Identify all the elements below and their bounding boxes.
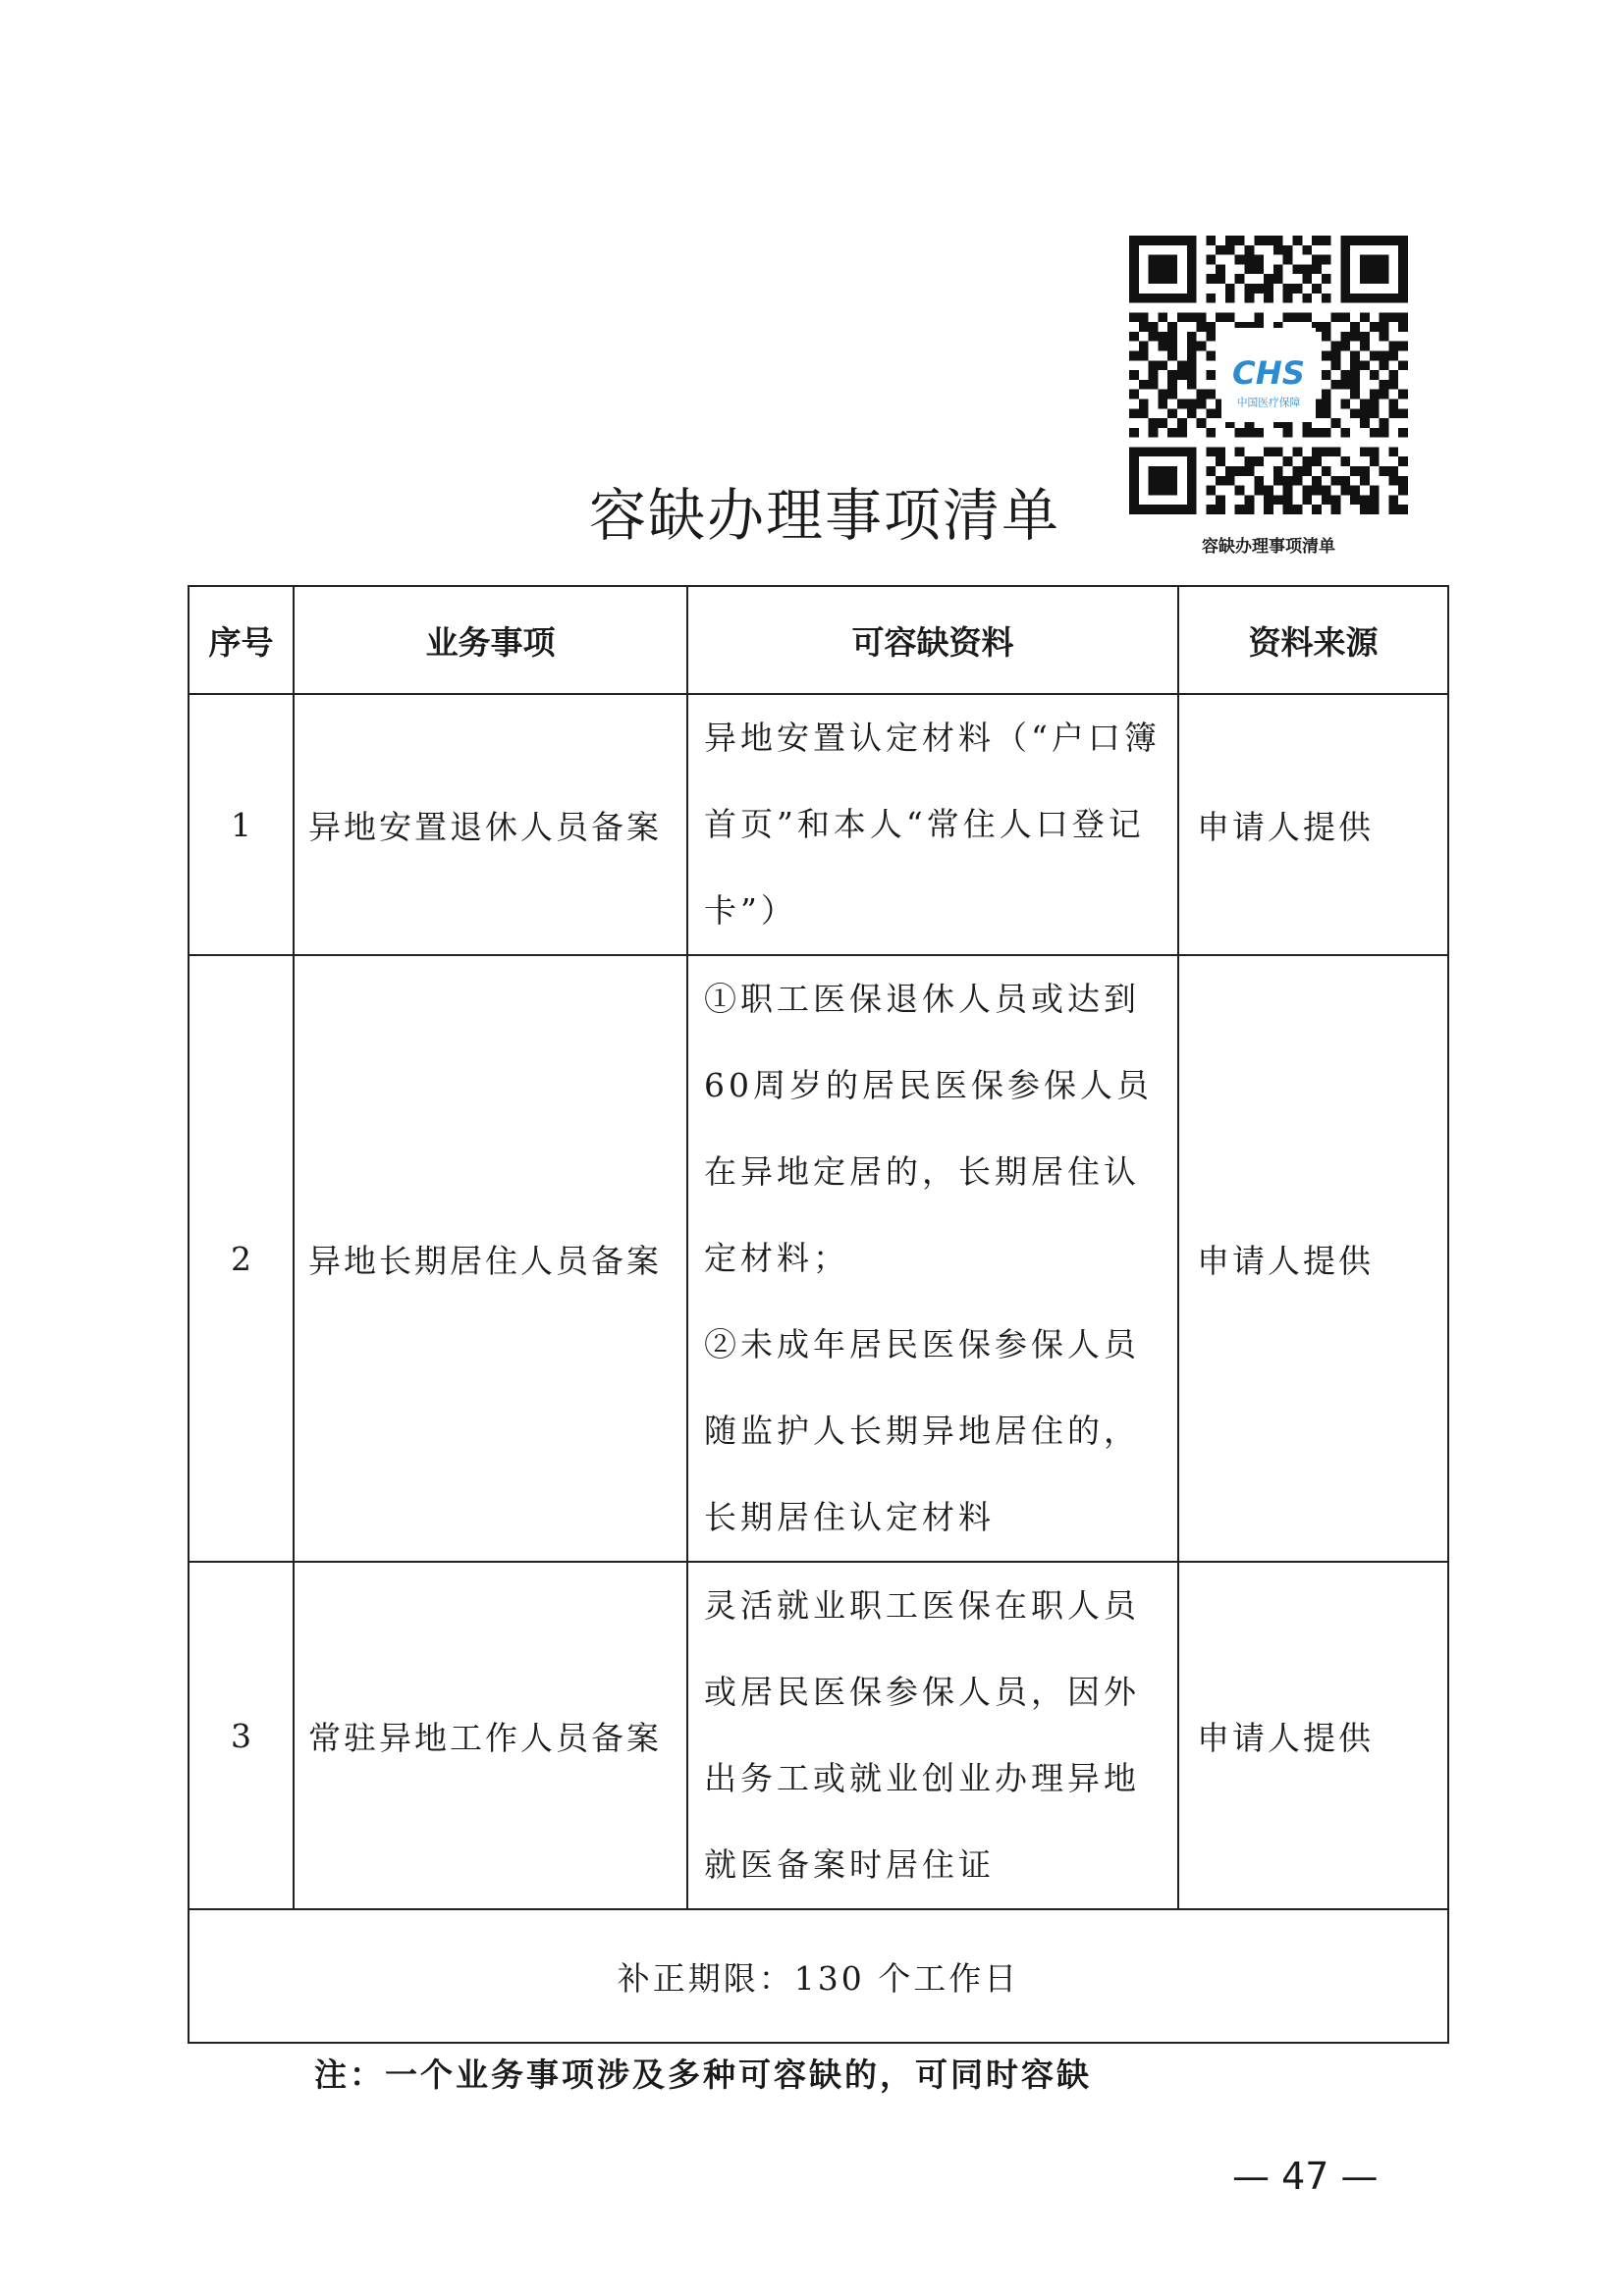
table-row [189,1562,1448,1909]
header-source: 资料来源 [1178,586,1448,694]
logo-subtext: 中国医疗保障 [1236,396,1301,409]
row-materials [687,694,1178,955]
header-materials: 可容缺资料 [687,586,1178,694]
row-source: 申请人提供 [1178,694,1448,955]
items-table [188,585,1449,2044]
row-seq: 3 [189,1562,294,1909]
material-text: 灵活就业职工医保在职人员或居民医保参保人员，因外出务工或就业创业办理异地就医备案时居住证 [704,1586,1140,1884]
table-row [189,955,1448,1562]
header-seq: 序号 [189,586,294,694]
row-materials [687,1562,1178,1909]
row-source: 申请人提供 [1178,1562,1448,1909]
deadline-text: 补正期限：130 个工作日 [189,1909,1448,2043]
qr-caption: 容缺办理事项清单 [1202,537,1335,557]
material-text: ②未成年居民医保参保人员随监护人长期异地居住的，长期居住认定材料 [704,1325,1140,1536]
row-item: 常驻异地工作人员备案 [294,1562,687,1909]
page-number: — 47 — [1232,2155,1379,2198]
row-source: 申请人提供 [1178,955,1448,1562]
material-text: ①职工医保退休人员或达到60周岁的居民医保参保人员在异地定居的，长期居住认定材料； [704,980,1153,1277]
row-seq: 1 [189,694,294,955]
page-title: 容缺办理事项清单 [589,482,1061,549]
footnote: 注：一个业务事项涉及多种可容缺的，可同时容缺 [314,2056,1092,2094]
row-item: 异地长期居住人员备案 [294,955,687,1562]
qr-code-block [1129,236,1408,557]
logo-text: CHS [1232,353,1305,392]
row-item: 异地安置退休人员备案 [294,694,687,955]
material-text: 异地安置认定材料（“户口簿首页”和本人“常住人口登记卡”） [704,719,1161,930]
row-materials [687,955,1178,1562]
row-seq: 2 [189,955,294,1562]
header-item: 业务事项 [294,586,687,694]
table-header-row [189,586,1448,694]
deadline-row [189,1909,1448,2043]
table-row [189,694,1448,955]
qr-code-icon[interactable] [1129,236,1408,514]
